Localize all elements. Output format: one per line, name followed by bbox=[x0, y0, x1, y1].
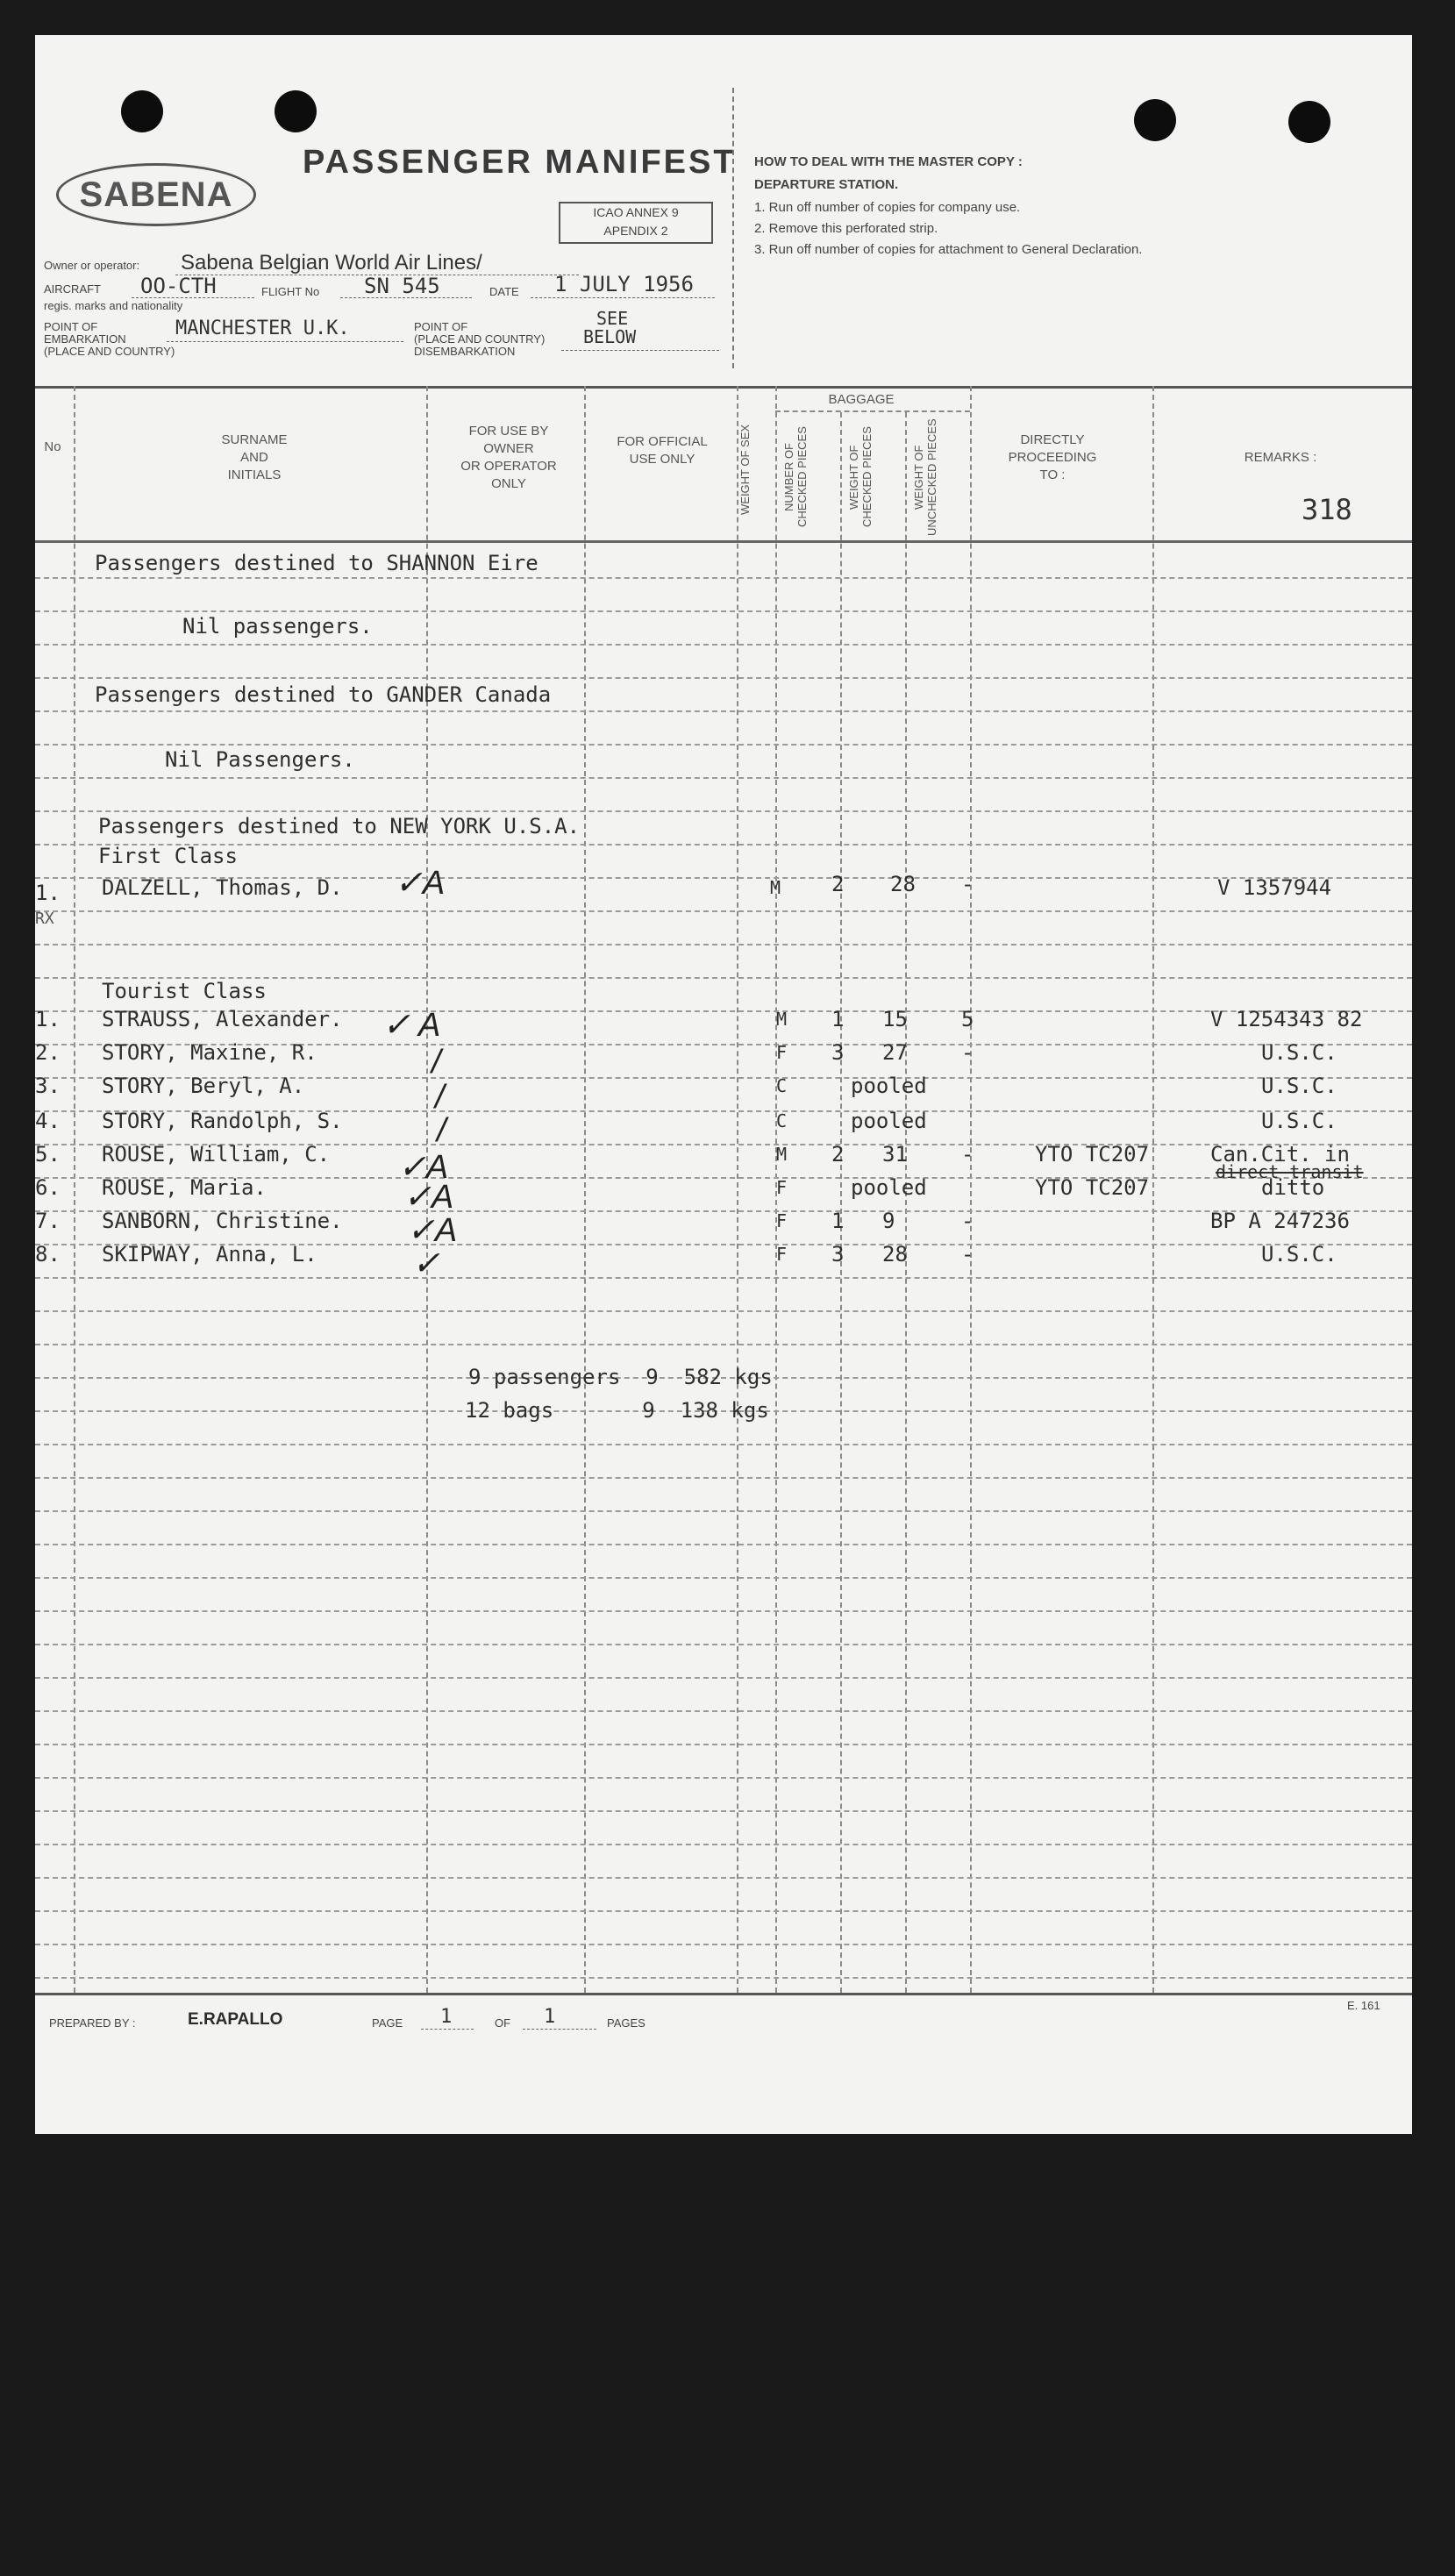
punch-hole-icon bbox=[121, 90, 163, 132]
row-weight: pooled bbox=[851, 1074, 927, 1098]
prepared-value: E.RAPALLO bbox=[188, 2010, 283, 2029]
instructions-heading-1: HOW TO DEAL WITH THE MASTER COPY : bbox=[754, 154, 1023, 169]
row-line bbox=[35, 777, 1412, 779]
punch-hole-icon bbox=[1134, 99, 1176, 141]
instructions-heading-2: DEPARTURE STATION. bbox=[754, 177, 899, 192]
row-line bbox=[35, 1577, 1412, 1579]
col-line bbox=[74, 386, 75, 1993]
row-line bbox=[35, 1710, 1412, 1712]
row-remarks: U.S.C. bbox=[1261, 1074, 1337, 1098]
tick-mark-icon: / bbox=[435, 1079, 445, 1116]
row-pieces: 1 bbox=[831, 1007, 845, 1031]
row-sex: M bbox=[770, 877, 781, 898]
aircraft-label: AIRCRAFT bbox=[44, 282, 101, 296]
baggage-header-line bbox=[775, 410, 970, 412]
icao-line-2: APENDIX 2 bbox=[603, 224, 668, 238]
of-underline bbox=[523, 2029, 596, 2030]
row-sex: F bbox=[776, 1042, 788, 1063]
row-line bbox=[35, 1510, 1412, 1512]
row-line bbox=[35, 710, 1412, 712]
col-line bbox=[905, 412, 907, 1993]
row-name: ROUSE, William, C. bbox=[102, 1142, 331, 1167]
row-line bbox=[35, 1844, 1412, 1845]
row-line bbox=[35, 1944, 1412, 1945]
row-pieces: 2 bbox=[831, 872, 845, 896]
row-line bbox=[35, 1977, 1412, 1979]
row-line bbox=[35, 1910, 1412, 1912]
col-header-checked-weight: WEIGHT OF CHECKED PIECES bbox=[847, 426, 874, 528]
row-name: STORY, Beryl, A. bbox=[102, 1074, 305, 1098]
row-no: 6. bbox=[35, 1175, 61, 1200]
row-no: 5. bbox=[35, 1142, 61, 1167]
row-line bbox=[35, 1477, 1412, 1479]
row-remarks: U.S.C. bbox=[1261, 1109, 1337, 1133]
row-sex: M bbox=[776, 1009, 788, 1030]
embark-label-3: (PLACE AND COUNTRY) bbox=[44, 345, 175, 358]
row-name: STRAUSS, Alexander. bbox=[102, 1007, 343, 1031]
date-value: 1 JULY 1956 bbox=[554, 272, 694, 296]
tick-mark-icon: ✓ A bbox=[382, 1007, 441, 1044]
embark-value: MANCHESTER U.K. bbox=[175, 318, 350, 339]
row-sex: F bbox=[776, 1177, 788, 1198]
punch-hole-icon bbox=[275, 90, 317, 132]
section-gander: Passengers destined to GANDER Canada bbox=[95, 682, 552, 707]
flight-label: FLIGHT No bbox=[261, 285, 320, 298]
row-sex: F bbox=[776, 1244, 788, 1265]
embark-label-2: EMBARKATION bbox=[44, 332, 126, 346]
instructions-item-3: 3. Run off number of copies for attachment to General Declaration. bbox=[754, 242, 1143, 257]
of-label: OF bbox=[495, 2016, 511, 2030]
tick-mark-icon: / bbox=[432, 1044, 441, 1081]
tick-mark-icon: ✓A bbox=[407, 1212, 458, 1249]
row-remarks: U.S.C. bbox=[1261, 1242, 1337, 1267]
row-line bbox=[35, 1810, 1412, 1812]
row-weight: 27 bbox=[882, 1040, 908, 1065]
row-unchecked: - bbox=[961, 1242, 974, 1267]
row-line bbox=[35, 644, 1412, 646]
row-line bbox=[35, 944, 1412, 945]
embark-label-1: POINT OF bbox=[44, 320, 98, 333]
section-newyork: Passengers destined to NEW YORK U.S.A. bbox=[98, 814, 581, 838]
row-pieces: 2 bbox=[831, 1142, 845, 1167]
row-weight: pooled bbox=[851, 1109, 927, 1133]
col-header-remarks: REMARKS : bbox=[1244, 450, 1317, 465]
row-remarks: Can.Cit. in bbox=[1210, 1142, 1350, 1167]
row-line bbox=[35, 1344, 1412, 1345]
totals-passengers: 9 passengers 9 582 kgs bbox=[468, 1365, 773, 1389]
tick-mark-icon: ✓ bbox=[412, 1245, 440, 1282]
row-remarks: V 1357944 bbox=[1217, 875, 1332, 900]
row-no: 8. bbox=[35, 1242, 61, 1267]
col-line bbox=[970, 386, 972, 1993]
form-title: PASSENGER MANIFEST bbox=[303, 144, 737, 181]
instructions-item-1: 1. Run off number of copies for company use. bbox=[754, 200, 1021, 215]
row-weight: 28 bbox=[882, 1242, 908, 1267]
row-line bbox=[35, 810, 1412, 812]
disembark-label-1: POINT OF bbox=[414, 320, 468, 333]
row-remarks: ditto bbox=[1261, 1175, 1325, 1200]
tick-mark-icon: ✓A bbox=[395, 865, 446, 902]
col-line bbox=[737, 386, 738, 1993]
row-name: SANBORN, Christine. bbox=[102, 1209, 343, 1233]
regis-label: regis. marks and nationality bbox=[44, 299, 183, 312]
header-band-border bbox=[35, 386, 1412, 389]
punch-hole-icon bbox=[1288, 101, 1330, 143]
tick-mark-icon: / bbox=[437, 1112, 446, 1149]
pages-label: PAGES bbox=[607, 2016, 645, 2030]
row-line bbox=[35, 1677, 1412, 1679]
row-sex: F bbox=[776, 1210, 788, 1231]
section-tourist-class: Tourist Class bbox=[102, 979, 267, 1003]
row-weight: 31 bbox=[882, 1142, 908, 1167]
row-unchecked: - bbox=[961, 1142, 974, 1167]
section-nil-1: Nil passengers. bbox=[182, 614, 373, 639]
tick-mark-icon: ✓A bbox=[398, 1149, 449, 1186]
row-sex: C bbox=[776, 1110, 788, 1131]
row-sex: M bbox=[776, 1144, 788, 1165]
row-line bbox=[35, 1310, 1412, 1312]
row-line bbox=[35, 577, 1412, 579]
prepared-label: PREPARED BY : bbox=[49, 2016, 136, 2030]
header-bottom-line bbox=[35, 540, 1412, 543]
row-no: 4. bbox=[35, 1109, 61, 1133]
flight-underline bbox=[340, 297, 472, 298]
icao-line-1: ICAO ANNEX 9 bbox=[593, 205, 679, 219]
page-label: PAGE bbox=[372, 2016, 403, 2030]
col-header-no: No bbox=[44, 439, 61, 454]
col-header-checked-pieces: NUMBER OF CHECKED PIECES bbox=[782, 426, 809, 528]
col-header-official-use: FOR OFFICIAL USE ONLY bbox=[617, 434, 708, 467]
row-pieces: 3 bbox=[831, 1242, 845, 1267]
row-line bbox=[35, 744, 1412, 746]
aircraft-underline bbox=[132, 297, 254, 298]
row-name: STORY, Maxine, R. bbox=[102, 1040, 317, 1065]
col-header-unchecked-weight: WEIGHT OF UNCHECKED PIECES bbox=[912, 418, 938, 536]
row-no: 1. bbox=[35, 881, 61, 905]
row-line bbox=[35, 1610, 1412, 1612]
row-side-mark: RX bbox=[35, 910, 54, 928]
footer-border bbox=[35, 1993, 1412, 1995]
row-weight: 28 bbox=[890, 872, 916, 896]
row-line bbox=[35, 677, 1412, 679]
row-no: 1. bbox=[35, 1007, 61, 1031]
col-line bbox=[1152, 386, 1154, 1993]
row-remarks: BP A 247236 bbox=[1210, 1209, 1350, 1233]
row-remarks: U.S.C. bbox=[1261, 1040, 1337, 1065]
tick-mark-icon: ✓A bbox=[403, 1179, 454, 1216]
date-label: DATE bbox=[489, 285, 519, 298]
of-value: 1 bbox=[544, 2006, 556, 2028]
row-name: SKIPWAY, Anna, L. bbox=[102, 1242, 317, 1267]
col-line bbox=[584, 386, 586, 1993]
disembark-value-1: SEE bbox=[596, 308, 629, 329]
row-remarks: V 1254343 82 bbox=[1210, 1007, 1363, 1031]
section-nil-2: Nil Passengers. bbox=[165, 747, 355, 772]
col-header-proceeding: DIRECTLY PROCEEDING TO : bbox=[1008, 432, 1097, 482]
row-weight: 15 bbox=[882, 1007, 908, 1031]
owner-label: Owner or operator: bbox=[44, 259, 140, 272]
perforation-divider bbox=[732, 88, 734, 368]
row-line bbox=[35, 844, 1412, 846]
page-underline bbox=[421, 2029, 474, 2030]
disembark-underline bbox=[561, 350, 719, 351]
row-weight: pooled bbox=[851, 1175, 927, 1200]
aircraft-value: OO-CTH bbox=[140, 274, 217, 298]
row-line bbox=[35, 1444, 1412, 1445]
disembark-value-2: BELOW bbox=[583, 326, 637, 347]
row-no: 7. bbox=[35, 1209, 61, 1233]
sabena-logo: SABENA bbox=[56, 163, 256, 226]
row-line bbox=[35, 1877, 1412, 1879]
row-unchecked: - bbox=[961, 1040, 974, 1065]
row-name: DALZELL, Thomas, D. bbox=[102, 875, 343, 900]
col-header-sex: WEIGHT OF SEX bbox=[738, 424, 752, 515]
row-no: 3. bbox=[35, 1074, 61, 1098]
row-sex: C bbox=[776, 1075, 788, 1096]
row-line bbox=[35, 1644, 1412, 1645]
row-remarks-continued: direct transit bbox=[1216, 1161, 1364, 1182]
col-header-owner-use: FOR USE BY OWNER OR OPERATOR ONLY bbox=[460, 424, 557, 491]
row-line bbox=[35, 1544, 1412, 1545]
icao-annex-box bbox=[559, 202, 713, 244]
page-value: 1 bbox=[440, 2006, 453, 2028]
row-line bbox=[35, 910, 1412, 912]
row-unchecked: 5 bbox=[961, 1007, 974, 1031]
disembark-label-3: DISEMBARKATION bbox=[414, 345, 516, 358]
row-pieces: 3 bbox=[831, 1040, 845, 1065]
row-line bbox=[35, 610, 1412, 612]
section-first-class: First Class bbox=[98, 844, 238, 868]
disembark-label-2: (PLACE AND COUNTRY) bbox=[414, 332, 546, 346]
row-weight: 9 bbox=[882, 1209, 895, 1233]
row-pieces: 1 bbox=[831, 1209, 845, 1233]
row-proceeding: YTO TC207 bbox=[1035, 1175, 1150, 1200]
form-code: E. 161 bbox=[1347, 1999, 1380, 2012]
col-header-surname: SURNAME AND INITIALS bbox=[221, 432, 288, 482]
embark-underline bbox=[167, 341, 403, 342]
row-no: 2. bbox=[35, 1040, 61, 1065]
manifest-paper bbox=[35, 35, 1412, 2134]
row-line bbox=[35, 1777, 1412, 1779]
section-shannon: Passengers destined to SHANNON Eire bbox=[95, 551, 538, 575]
row-name: ROUSE, Maria. bbox=[102, 1175, 267, 1200]
owner-value: Sabena Belgian World Air Lines/ bbox=[181, 251, 482, 275]
page-serial-number: 318 bbox=[1302, 493, 1352, 526]
col-line bbox=[840, 412, 842, 1993]
col-header-baggage: BAGGAGE bbox=[828, 392, 895, 407]
row-line bbox=[35, 1744, 1412, 1745]
row-unchecked: - bbox=[961, 872, 974, 896]
row-name: STORY, Randolph, S. bbox=[102, 1109, 343, 1133]
row-unchecked: - bbox=[961, 1209, 974, 1233]
flight-value: SN 545 bbox=[364, 274, 440, 298]
row-proceeding: YTO TC207 bbox=[1035, 1142, 1150, 1167]
date-underline bbox=[531, 297, 715, 298]
row-line bbox=[35, 1277, 1412, 1279]
totals-bags: 12 bags 9 138 kgs bbox=[465, 1398, 769, 1423]
instructions-item-2: 2. Remove this perforated strip. bbox=[754, 221, 938, 236]
